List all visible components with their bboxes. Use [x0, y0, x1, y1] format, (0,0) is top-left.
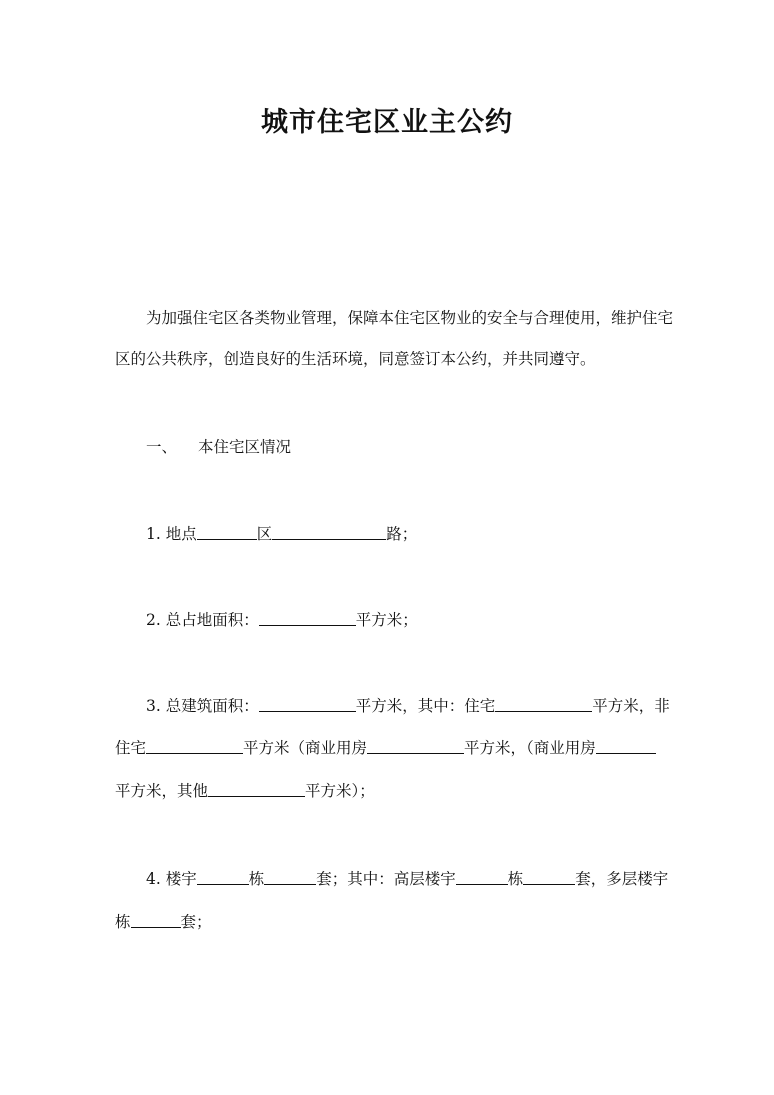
blank-total-floor-area[interactable]: [259, 697, 356, 712]
item-1: 1. 地点 区 路；: [146, 525, 418, 543]
blank-residential-area[interactable]: [495, 697, 592, 712]
blank-high-rise-buildings[interactable]: [456, 870, 508, 885]
item-3-line-3: 平方米，其他 平方米）；: [115, 782, 375, 800]
item-3-line-1: 3. 总建筑面积： 平方米，其中：住宅 平方米，非: [146, 697, 670, 715]
item-number: 3.: [146, 697, 161, 715]
blank-building-count[interactable]: [197, 870, 249, 885]
blank-commercial-area-1[interactable]: [367, 739, 464, 754]
intro-line-2: 区的公共秩序，创造良好的生活环境，同意签订本公约，并共同遵守。: [115, 350, 596, 368]
blank-commercial-area-2[interactable]: [596, 739, 656, 754]
blank-total-land-area[interactable]: [259, 611, 356, 626]
blank-multi-storey-units[interactable]: [131, 913, 181, 928]
document-title: 城市住宅区业主公约: [261, 107, 513, 138]
blank-other-area[interactable]: [208, 782, 305, 797]
item-number: 4.: [146, 870, 161, 888]
item-number: 1.: [146, 525, 161, 543]
section-title: 本住宅区情况: [198, 438, 292, 456]
item-2: 2. 总占地面积： 平方米；: [146, 611, 418, 629]
blank-non-residential-area[interactable]: [146, 739, 243, 754]
item-number: 2.: [146, 611, 161, 629]
section-number: 一、: [146, 438, 178, 456]
section-heading: [146, 437, 291, 457]
item-4-line-2: 栋 套；: [115, 913, 212, 931]
blank-road[interactable]: [272, 525, 386, 540]
item-4-line-1: 4. 楼宇 栋 套；其中：高层楼宇 栋 套，多层楼宇: [146, 870, 669, 888]
blank-high-rise-units[interactable]: [523, 870, 575, 885]
intro-line-1: 为加强住宅区各类物业管理，保障本住宅区物业的安全与合理使用，维护住宅: [146, 309, 674, 327]
blank-district[interactable]: [197, 525, 257, 540]
blank-unit-count[interactable]: [264, 870, 316, 885]
item-3-line-2: 住宅 平方米（商业用房 平方米，（商业用房: [115, 738, 656, 758]
